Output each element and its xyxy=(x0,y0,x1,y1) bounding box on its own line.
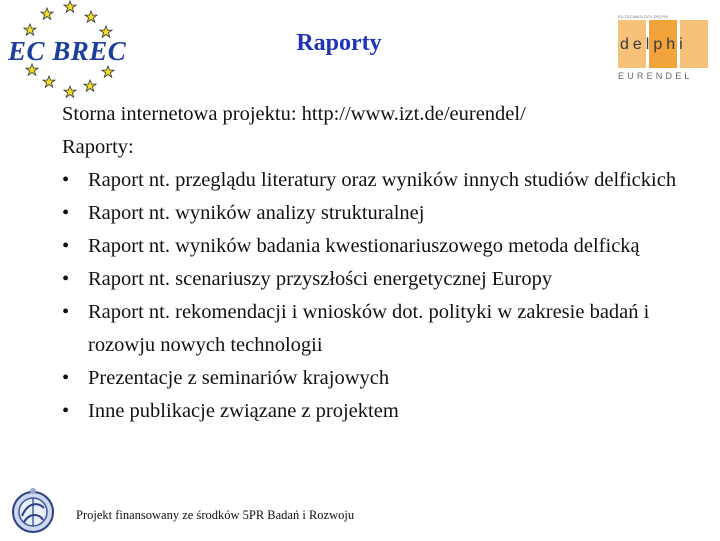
list-item xyxy=(62,230,702,263)
slide-content xyxy=(62,98,702,428)
ec-brec-logo-text: EC BREC xyxy=(8,36,127,66)
section-label: Raporty: xyxy=(62,136,134,158)
eurendel-logo-word: EURENDEL xyxy=(618,71,693,81)
bullet-icon: • xyxy=(62,301,70,323)
list-item-text: Raport nt. wyników analizy strukturalnej xyxy=(88,202,425,224)
list-item xyxy=(62,197,702,230)
list-item xyxy=(62,164,702,197)
bullet-icon: • xyxy=(62,367,70,389)
list-item-text: Inne publikacje związane z projektem xyxy=(88,400,399,422)
list-item xyxy=(62,362,702,395)
report-list xyxy=(62,164,702,428)
list-item xyxy=(62,395,702,428)
bullet-icon: • xyxy=(62,235,70,257)
list-item-text: Raport nt. scenariuszy przyszłości energetycznej Europy xyxy=(88,268,553,290)
list-item-text: Prezentacje z seminariów krajowych xyxy=(88,367,390,389)
list-item-text: Raport nt. przeglądu literatury oraz wyników innych studiów delfickich xyxy=(88,169,677,191)
footer-funding-note: Projekt finansowany ze środków 5PR Badań i Rozwoju xyxy=(76,508,355,522)
list-item xyxy=(62,296,702,362)
page-title: Raporty xyxy=(296,30,382,56)
list-item-text: Raport nt. rekomendacji i wniosków dot. polityki w zakresie badań i rozowju nowych technologii xyxy=(88,301,650,356)
project-website-line: Storna internetowa projektu: http://www.izt.de/eurendel/ xyxy=(62,103,526,125)
bullet-icon: • xyxy=(62,202,70,224)
list-item xyxy=(62,263,702,296)
delphi-eurendel-logo xyxy=(612,10,716,81)
bullet-icon: • xyxy=(62,400,70,422)
delphi-logo-tagline: EU TECHNOLOGY DELPHI xyxy=(618,14,669,19)
globe-seal-icon xyxy=(10,486,56,536)
delphi-logo-word: delphi xyxy=(620,36,687,53)
bullet-icon: • xyxy=(62,169,70,191)
list-item-text: Raport nt. wyników badania kwestionariuszowego metoda delficką xyxy=(88,235,640,257)
bullet-icon: • xyxy=(62,268,70,290)
